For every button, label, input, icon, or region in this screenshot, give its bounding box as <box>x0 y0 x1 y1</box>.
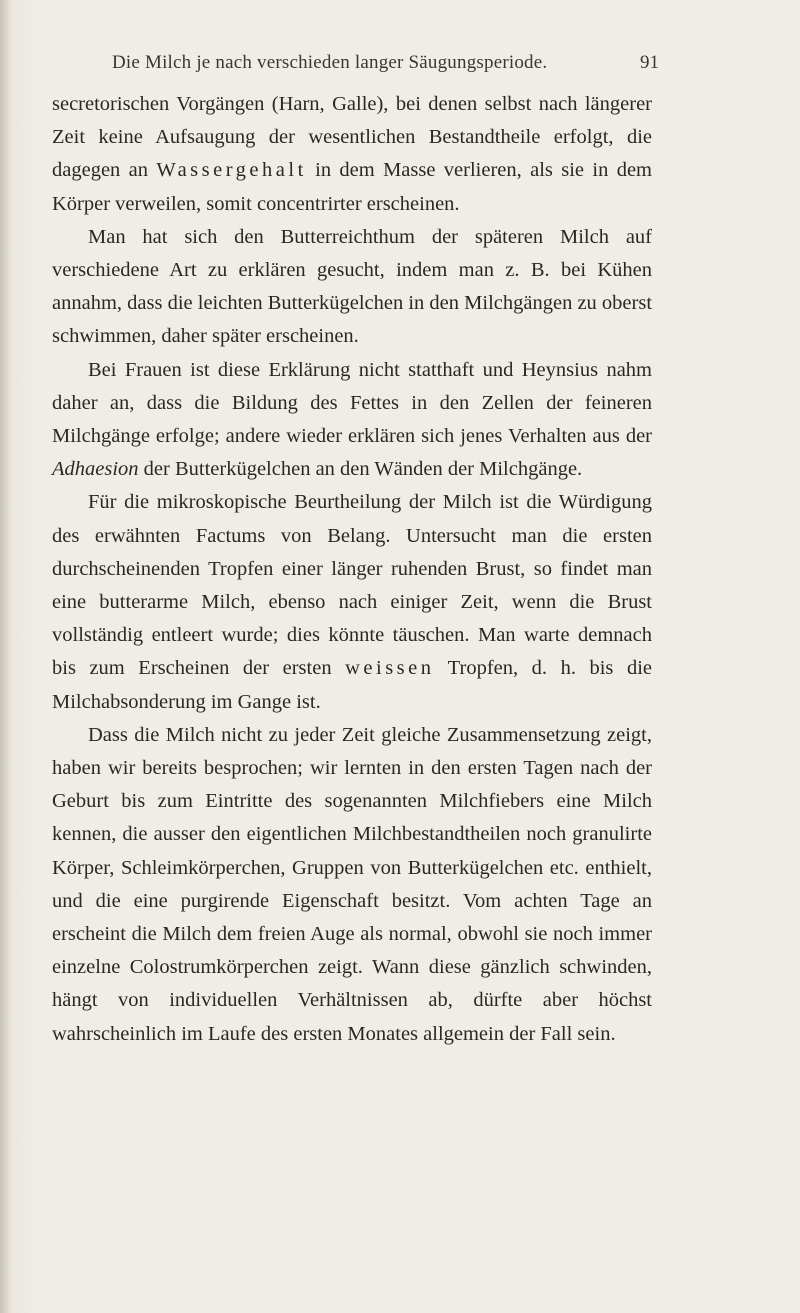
spine-shadow <box>0 0 10 1313</box>
paragraph-4 <box>52 486 652 718</box>
page-header <box>112 52 659 80</box>
paragraph-2: Man hat sich den Butterreichthum der späteren Milch auf verschiedene Art zu erklären gesucht, indem man z. B. bei Kühen annahm, dass die leichten Butterkügelchen in den Milchgängen zu oberst schwimmen, daher später erscheinen. <box>52 225 653 348</box>
paragraph-4-text-a: Für die mikroskopische Beurtheilung der Milch ist die Würdigung des erwähnten Factums von Belang. Untersucht man die ersten durchscheinenden Tropfen einer länger ruhenden Brust, so findet man eine butterarme Milch, ebenso nach einiger Zeit, wenn die Brust vollständig entleert wurde; dies könnte täuschen. Man warte demnach bis zum Erscheinen der ersten <box>52 491 652 680</box>
emphasis-weissen: weissen <box>345 657 435 680</box>
paragraph-3-text-a: Bei Frauen ist diese Erklärung nicht statthaft und Heynsius nahm daher an, dass die Bildung des Fettes in den Zellen der feineren Milchgänge erfolge; andere wieder erklären sich jenes Verhalten aus der <box>52 358 652 448</box>
paragraph-1-text-a: secretorischen Vorgängen (Harn, Galle), bei denen selbst nach längerer Zeit keine Aufsaugung der wesentlichen Bestandtheile erfolgt, die dagegen an <box>52 93 652 182</box>
paragraph-3-text-b: der Butterkügelchen an den Wänden der Milchgänge. <box>138 458 583 481</box>
paragraph-5: Dass die Milch nicht zu jeder Zeit gleiche Zusammensetzung zeigt, haben wir bereits besprochen; wir lernten in den ersten Tagen nach der Geburt bis zum Eintritte des sogenannten Milchfiebers eine Milch kennen, die ausser den eigentlichen Milchbestandtheilen noch granulirte Körper, Schleimkörperchen, Gruppen von Butterkügelchen etc. enthielt, und die eine purgirende Eigenschaft besitzt. Vom achten Tage an erscheint die Milch dem freien Auge als normal, obwohl sie noch immer einzelne Colostrumkörperchen zeigt. Wann diese gänzlich schwinden, hängt von individuellen Verhältnissen ab, dürfte aber höchst wahrscheinlich im Laufe des ersten Monates allgemein der Fall sein. <box>52 723 652 1045</box>
paragraph-4-text-b: Tropfen, d. h. bis die Milchabsonderung im Gange ist. <box>52 657 652 713</box>
paragraph-1-text-b: in dem Masse verlieren, als sie in dem Körper verweilen, somit concentrirter erscheinen. <box>52 159 652 215</box>
paragraph-1 <box>52 88 652 221</box>
emphasis-adhaesion: Adhaesion <box>52 458 139 481</box>
body-text <box>52 88 652 1051</box>
paragraph-3 <box>52 354 652 487</box>
running-head: Die Milch je nach verschieden langer Säugungsperiode. <box>112 52 548 73</box>
emphasis-wassergehalt: Wassergehalt <box>156 159 307 182</box>
page-number: 91 <box>640 52 659 73</box>
